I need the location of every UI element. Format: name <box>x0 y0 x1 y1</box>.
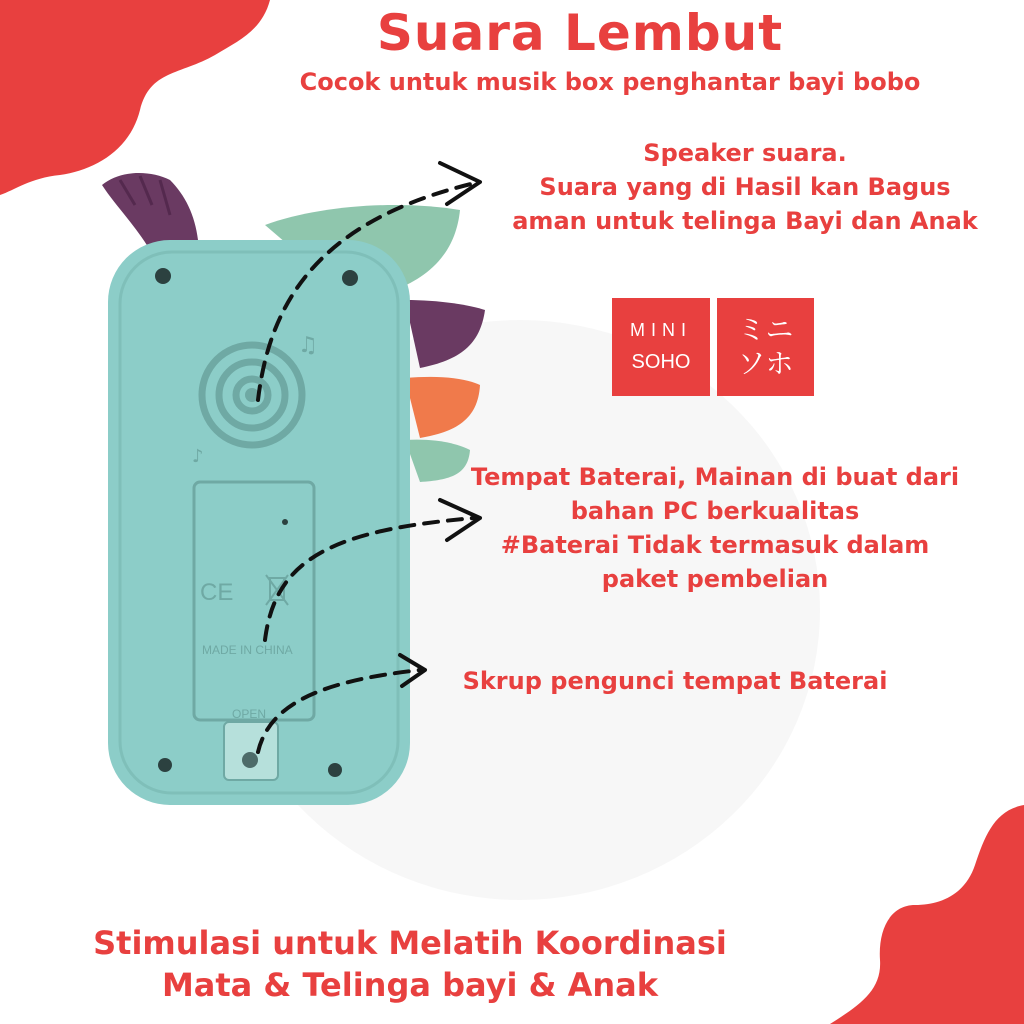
made-in-china: MADE IN CHINA <box>202 643 293 657</box>
battery-callout-line: paket pembelian <box>601 565 829 593</box>
footer-line-2: Mata & Telinga bayi & Anak <box>161 966 659 1004</box>
arrow-speaker <box>258 183 475 400</box>
logo-jp-top: ミニ <box>737 313 794 346</box>
footer-line-1: Stimulasi untuk Melatih Koordinasi <box>93 924 727 962</box>
logo-soho-text: SOHO <box>631 351 691 373</box>
open-label: OPEN <box>232 707 267 721</box>
arrow-screw <box>258 670 420 752</box>
page-title: Suara Lembut <box>376 4 784 62</box>
logo-japanese <box>717 298 814 396</box>
arrow-battery <box>265 518 475 640</box>
battery-callout-line: Tempat Baterai, Mainan di buat dari <box>470 463 960 491</box>
screw-callout: Skrup pengunci tempat Baterai <box>462 667 888 695</box>
ce-mark: CE <box>200 579 234 606</box>
page-subtitle: Cocok untuk musik box penghantar bayi bobo <box>299 68 921 96</box>
speaker-callout <box>490 136 1000 238</box>
svg-text:♪: ♪ <box>192 446 204 467</box>
battery-callout-line: #Baterai Tidak termasuk dalam <box>500 531 930 559</box>
speaker-callout-line: aman untuk telinga Bayi dan Anak <box>512 207 978 235</box>
battery-callout <box>445 460 985 596</box>
logo-mini-soho <box>612 298 710 396</box>
speaker-callout-line: Suara yang di Hasil kan Bagus <box>539 173 951 201</box>
battery-callout-line: bahan PC berkualitas <box>570 497 860 525</box>
logo-jp-bottom: ソホ <box>737 347 794 380</box>
footer-tagline <box>30 922 790 1006</box>
logo-mini-text: MINI <box>630 320 692 340</box>
svg-text:♫: ♫ <box>298 333 318 358</box>
speaker-callout-line: Speaker suara. <box>643 139 847 167</box>
